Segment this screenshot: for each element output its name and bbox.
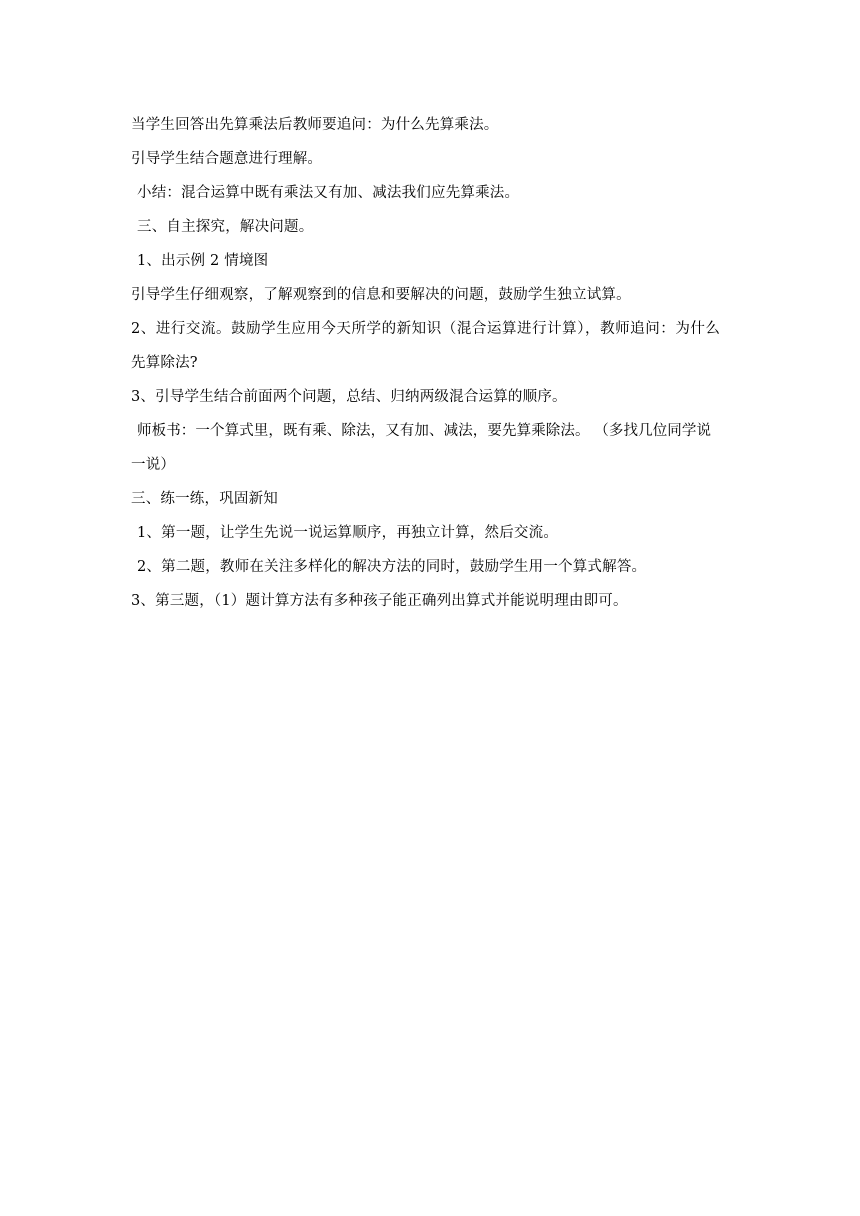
section-heading: 三、自主探究，解决问题。 xyxy=(137,219,314,235)
list-item: 2、第二题，教师在关注多样化的解决方法的同时，鼓励学生用一个算式解答。 xyxy=(137,559,647,575)
list-item: 3、第三题，（1）题计算方法有多种孩子能正确列出算式并能说明理由即可。 xyxy=(131,593,628,609)
section-heading: 三、练一练，巩固新知 xyxy=(131,491,278,507)
paragraph-line-continued: 先算除法? xyxy=(131,355,198,371)
list-item: 1、出示例 2 情境图 xyxy=(137,253,269,269)
summary-line: 小结：混合运算中既有乘法又有加、减法我们应先算乘法。 xyxy=(137,185,520,201)
list-item: 3、引导学生结合前面两个问题，总结、归纳两级混合运算的顺序。 xyxy=(131,389,567,405)
board-writing-line: 师板书：一个算式里，既有乘、除法，又有加、减法，要先算乘除法。 （多找几位同学说 xyxy=(137,423,712,439)
list-item: 2、进行交流。鼓励学生应用今天所学的新知识（混合运算进行计算），教师追问：为什么 xyxy=(131,321,721,337)
paragraph-line: 引导学生结合题意进行理解。 xyxy=(131,151,323,167)
paragraph-line: 引导学生仔细观察，了解观察到的信息和要解决的问题，鼓励学生独立试算。 xyxy=(131,287,631,303)
paragraph-line-continued: 一说） xyxy=(131,457,176,473)
document-body xyxy=(131,108,741,618)
paragraph-line: 当学生回答出先算乘法后教师要追问：为什么先算乘法。 xyxy=(131,117,499,133)
list-item: 1、第一题，让学生先说一说运算顺序，再独立计算，然后交流。 xyxy=(137,525,559,541)
